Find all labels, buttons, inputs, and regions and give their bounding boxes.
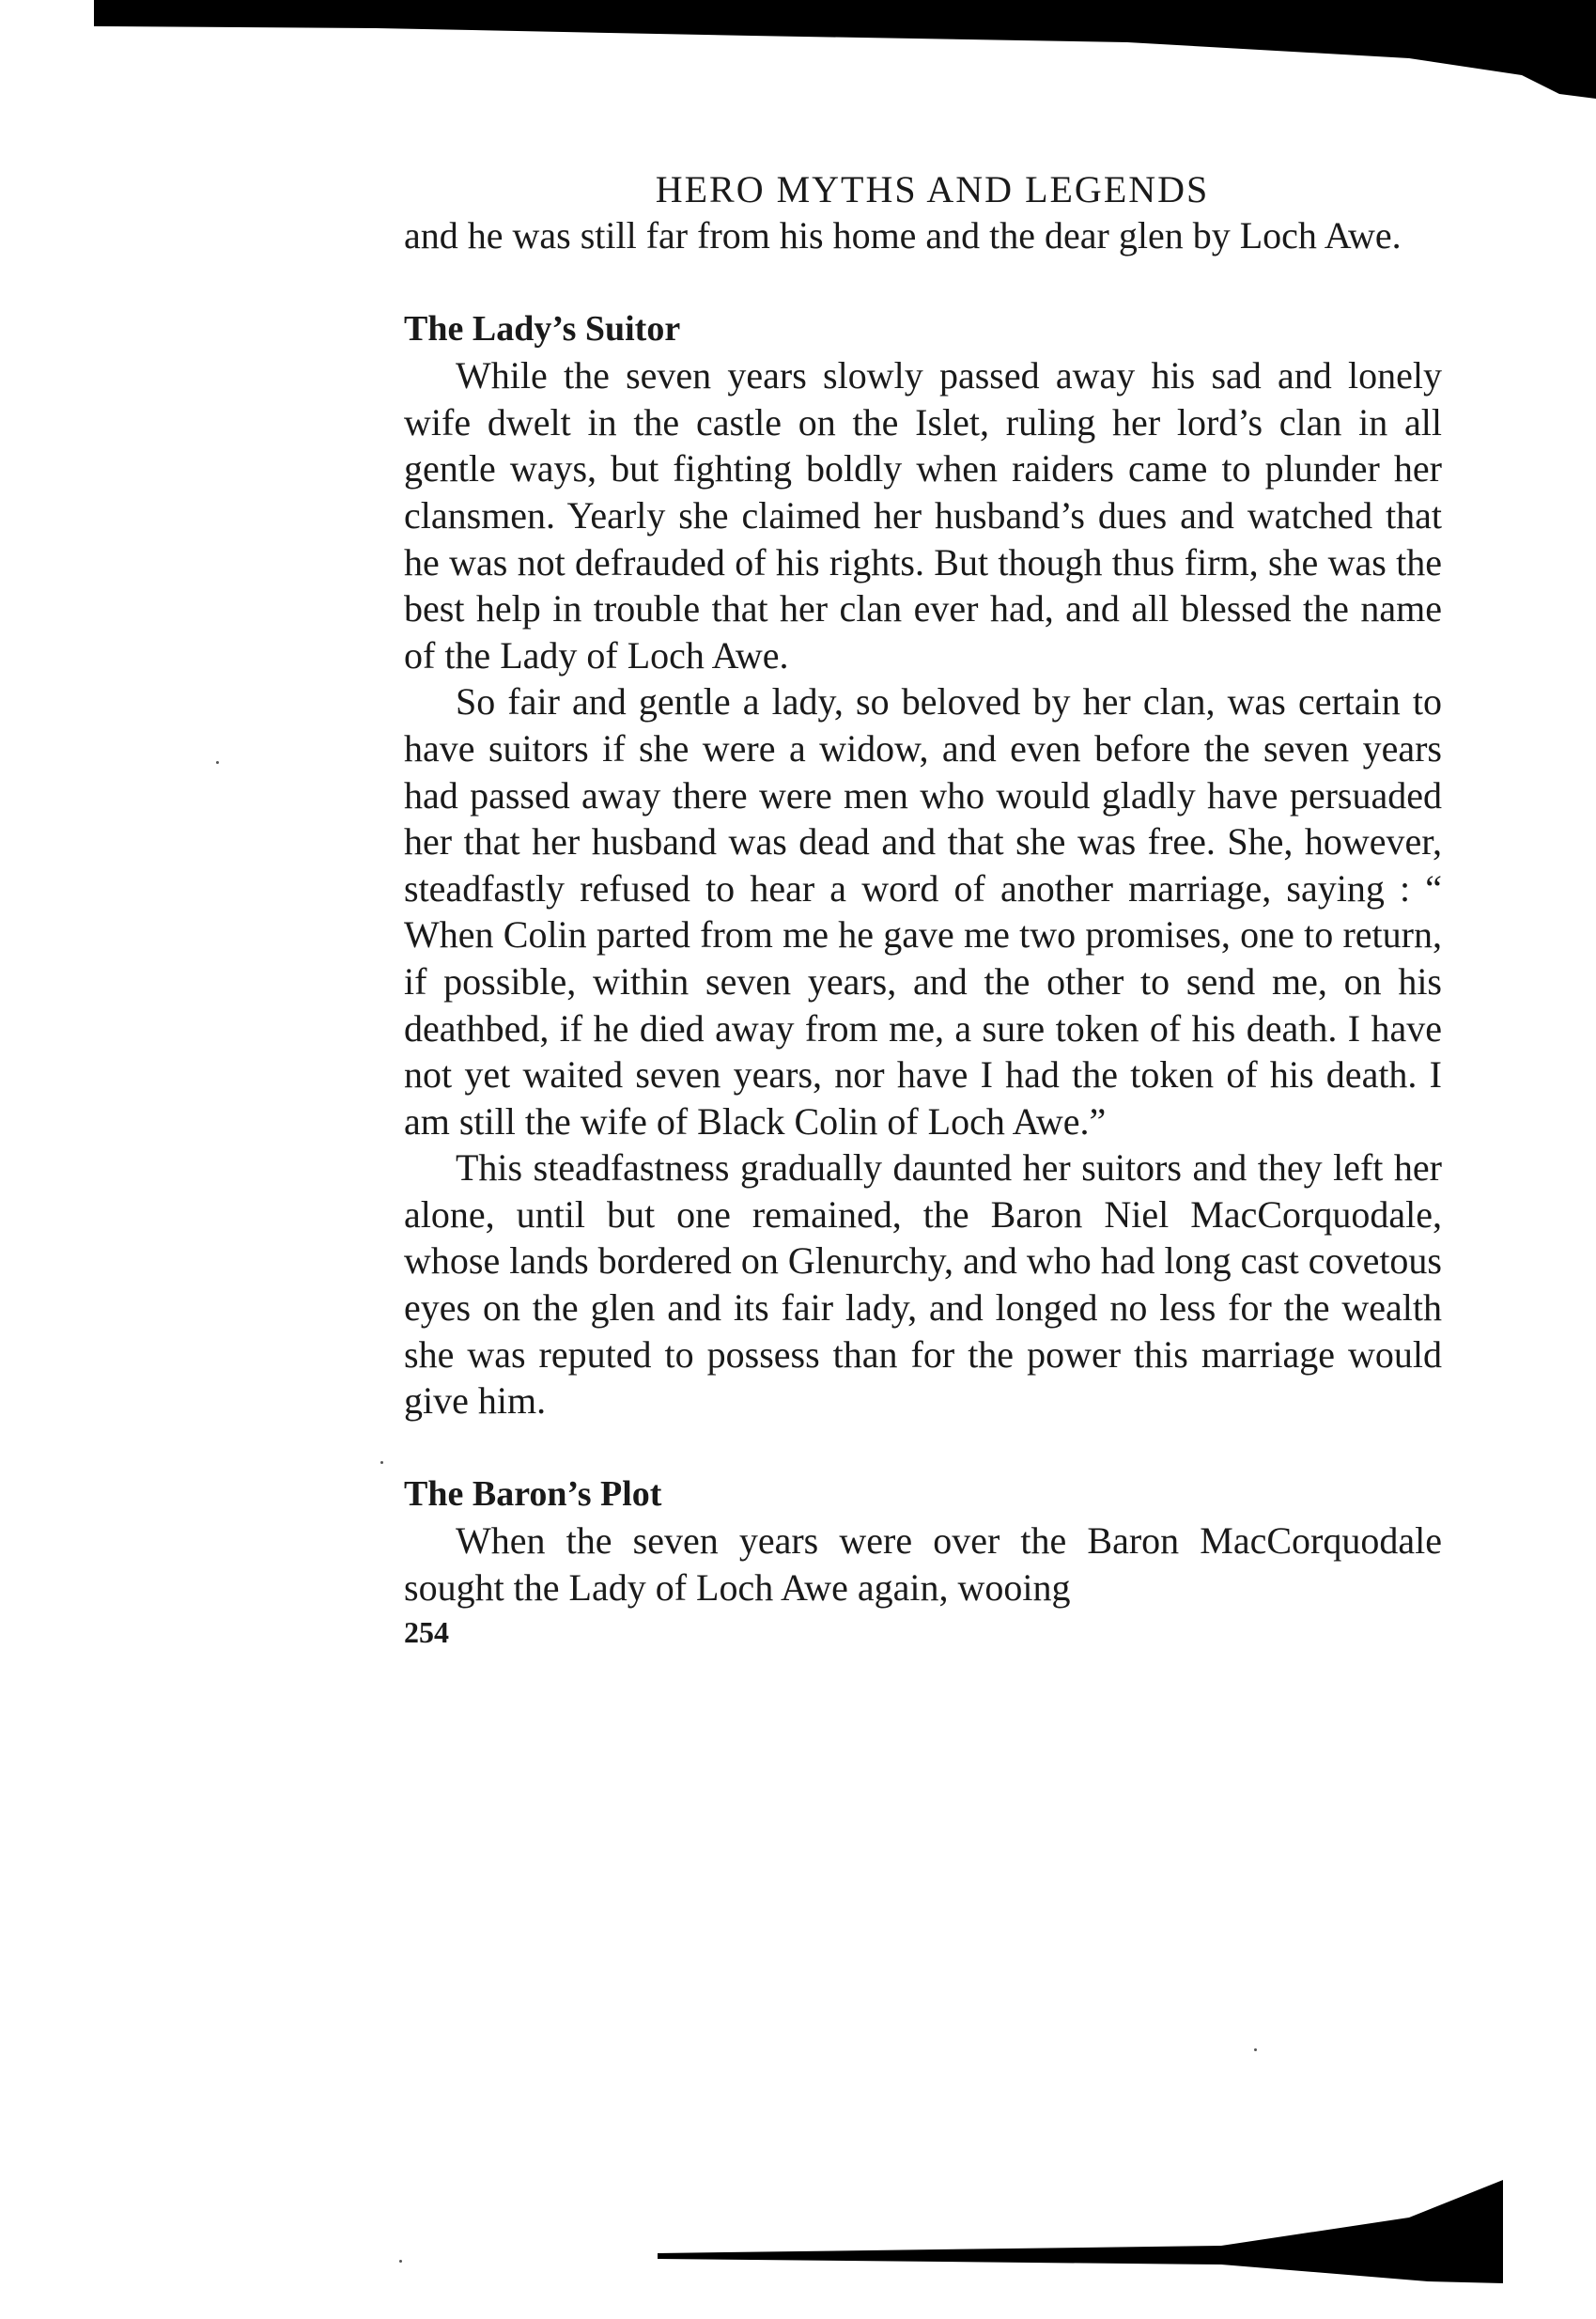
scan-speck: [399, 2260, 402, 2263]
page-number: 254: [404, 1614, 449, 1649]
paragraph: When the seven years were over the Baron MacCorquodale sought the Lady of Loch Awe again, wooing: [404, 1519, 1442, 1610]
paragraph: While the seven years slowly passed away his sad and lonely wife dwelt in the castle on the Islet, ruling her lord’s clan in all gentle ways, but fighting boldly when raiders came to plunder her clansmen. Yearly she claimed her husband’s dues and watched that he was not defrauded of his rights. But though thus firm, she was the best help in trouble that her clan ever had, and all blessed the name of the Lady of Loch Awe.: [404, 354, 1442, 677]
opening-paragraph: and he was still far from his home and the dear glen by Loch Awe.: [404, 214, 1402, 257]
paragraph: This steadfastness gradually daunted her suitors and they left her alone, until but one remained, the Baron Niel MacCorquodale, whose lands bordered on Glenurchy, and who had long cast covetous eyes on the glen and its fair lady, and longed no less for the wealth she was reputed to possess than for the power this marriage would give him.: [404, 1146, 1442, 1423]
scan-speck: [380, 1461, 383, 1464]
page-body: [404, 167, 1442, 1653]
running-head: HERO MYTHS AND LEGENDS: [655, 168, 1210, 210]
paragraph: So fair and gentle a lady, so beloved by her clan, was certain to have suitors if she were a widow, and even before the seven years had passed away there were men who would gladly have persuaded her that her husband was dead and that she was free. She, however, steadfastly refused to hear a word of another marriage, saying : “ When Colin parted from me he gave me two promises, one to return, if possible, within seven years, and the other to send me, on his deathbed, if he died away from me, a sure token of his death. I have not yet waited seven years, nor have I had the token of his death. I am still the wife of Black Colin of Loch Awe.”: [404, 680, 1442, 1143]
section-gap: [404, 259, 1442, 306]
section-heading-barons-plot: The Baron’s Plot: [404, 1473, 662, 1514]
scan-speck: [1254, 2048, 1257, 2051]
scan-edge-bottom: [658, 2180, 1503, 2283]
scan-edge-top: [94, 0, 1596, 99]
scan-speck: [216, 761, 219, 764]
section-heading-ladys-suitor: The Lady’s Suitor: [404, 308, 681, 349]
section-gap: [404, 1424, 1442, 1471]
